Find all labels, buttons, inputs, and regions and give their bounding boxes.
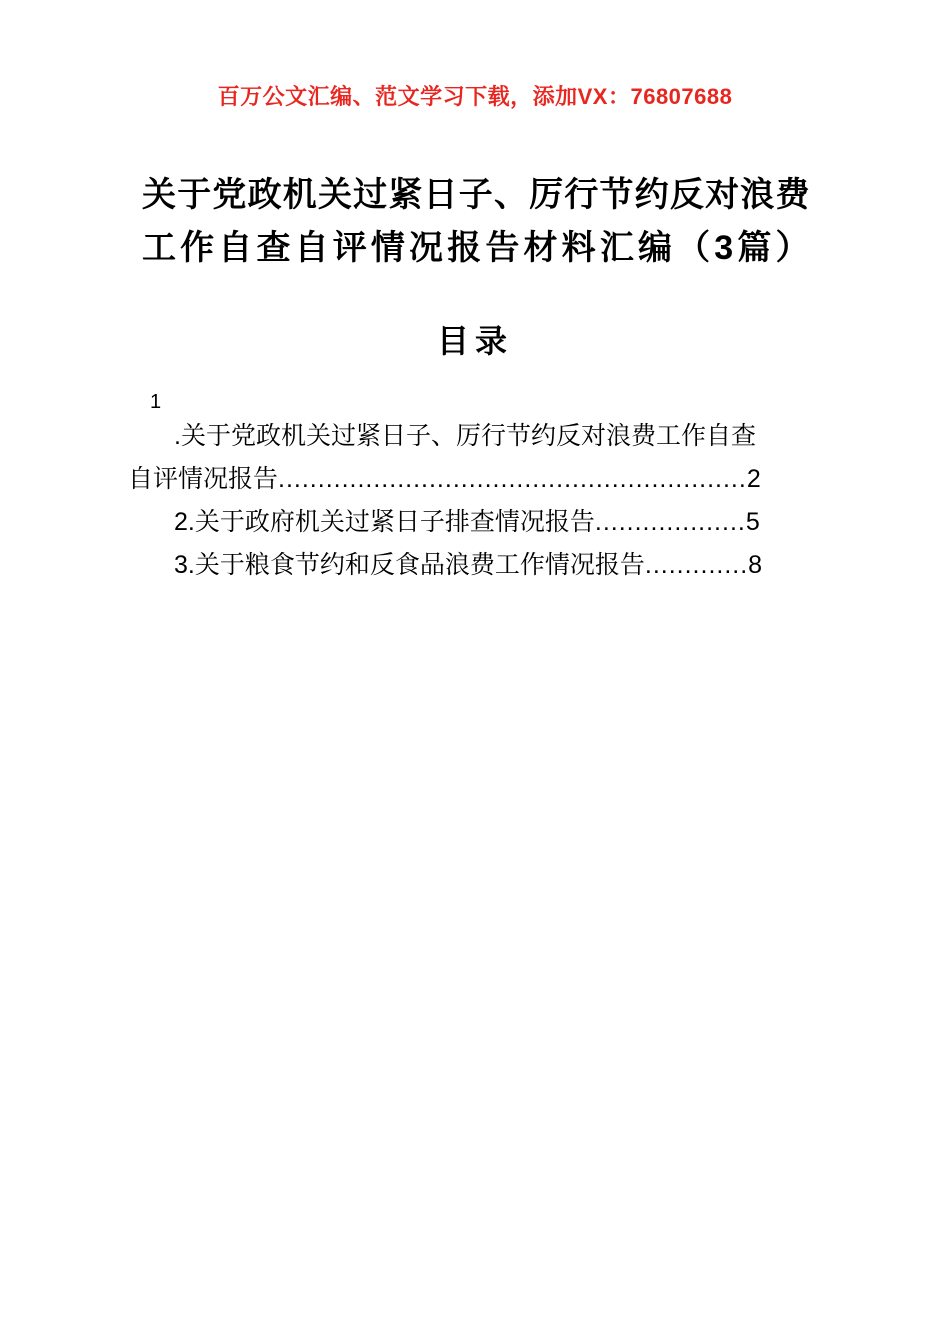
toc-entry-page-number: 2	[746, 464, 761, 493]
toc-entry-separator: .	[187, 550, 195, 579]
table-of-contents	[80, 389, 870, 587]
toc-entry-title: 关于粮食节约和反食品浪费工作情况报告	[194, 550, 645, 579]
promo-banner: 百万公文汇编、范文学习下载，添加VX：76807688	[217, 84, 733, 109]
toc-entry-leader: ...................	[594, 507, 746, 536]
toc-heading: 目录	[436, 323, 513, 360]
toc-entry-page-number: 5	[745, 507, 760, 536]
toc-entry-title-line-2	[128, 458, 822, 501]
toc-entry-title-part-1: 关于党政机关过紧日子、厉行节约反对浪费工作自查	[180, 421, 756, 450]
toc-entry-1[interactable]	[128, 389, 822, 501]
toc-entry-number: 1	[150, 390, 162, 413]
toc-entry-number: 2	[174, 507, 188, 536]
toc-entry-title-line-1	[128, 415, 822, 458]
toc-entry-leader: ...........................................................	[278, 464, 747, 493]
toc-entry-separator: .	[174, 421, 181, 450]
toc-entry-page-number: 8	[748, 550, 763, 579]
toc-entry-separator: .	[187, 507, 195, 536]
toc-entry-2[interactable]	[128, 501, 822, 544]
toc-entry-title-part-2: 自评情况报告	[128, 464, 279, 493]
toc-entry-title: 关于政府机关过紧日子排查情况报告	[194, 507, 595, 536]
toc-entry-leader: .............	[644, 550, 749, 579]
toc-entry-3[interactable]	[128, 544, 822, 587]
page-title: 关于党政机关过紧日子、厉行节约反对浪费工作自查自评情况报告材料汇编（3篇）	[142, 176, 810, 267]
toc-entry-number: 3	[174, 550, 188, 579]
